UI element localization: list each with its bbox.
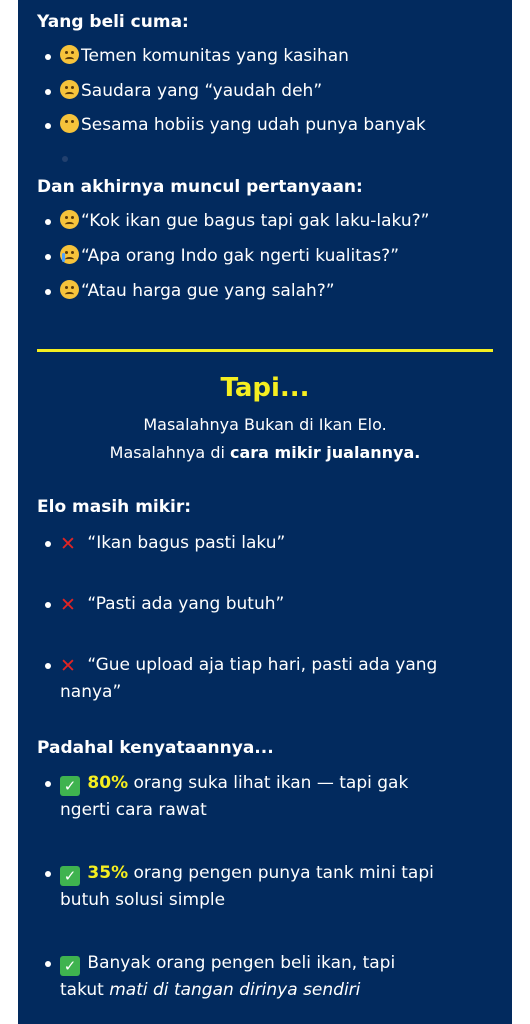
list-item-text: “Kok ikan gue bagus tapi gak laku-laku?” [81,211,430,231]
list-item-text: Temen komunitas yang kasihan [81,46,349,66]
list-item-text: “Gue upload aja tiap hari, pasti ada yang [82,655,438,675]
list-item-text-cont: ngerti cara rawat [60,800,207,820]
tapi-line-2-bold: cara mikir jualannya. [230,443,421,462]
list-item [60,112,426,139]
empty-bullet [62,156,68,162]
cross-mark-icon: ✕ [60,594,76,616]
list-item-text: Banyak orang pengen beli ikan, tapi [82,953,396,973]
tapi-line-1: Masalahnya Bukan di Ikan Elo. [143,415,387,434]
cross-mark-icon: ✕ [60,655,76,677]
cross-mark-icon: ✕ [60,533,76,555]
list-item [60,652,437,706]
tapi-line-2 [18,443,512,462]
tired-face-icon [60,45,79,64]
section-heading-questions: Dan akhirnya muncul pertanyaan: [37,177,363,197]
check-mark-icon: ✓ [60,776,80,796]
yawning-face-icon [60,210,79,229]
list-item [60,208,429,235]
list-item-text-cont: butuh solusi simple [60,890,226,910]
list-item-text-italic: mati di tangan dirinya sendiri [109,980,361,1000]
section-heading-buyers: Yang beli cuma: [37,12,189,32]
section-divider [37,349,493,352]
list-item-text: “Atau harga gue yang salah?” [81,281,335,301]
list-item [60,591,284,618]
check-mark-icon: ✓ [60,866,80,886]
check-mark-icon: ✓ [60,956,80,976]
section-heading-reality: Padahal kenyataannya... [37,738,274,758]
section-heading-mindset: Elo masih mikir: [37,497,192,517]
list-item [60,78,322,105]
crying-face-icon [60,245,79,264]
tapi-title: Tapi... [220,373,310,403]
list-item [60,770,408,824]
list-item [60,43,349,70]
list-item-text: Sesama hobiis yang udah punya banyak [81,115,426,135]
stat-highlight: 35% [87,863,129,883]
list-item-text: “Apa orang Indo gak ngerti kualitas?” [81,246,400,266]
list-item [60,530,285,557]
list-item [60,278,335,305]
eye-roll-face-icon [60,114,79,133]
list-item-text: “Pasti ada yang butuh” [82,594,285,614]
stat-highlight: 80% [87,773,129,793]
list-item [60,860,434,914]
list-item-text: orang pengen punya tank mini tapi [128,863,434,883]
list-item-text: Saudara yang “yaudah deh” [81,81,323,101]
disappointed-face-icon [60,280,79,299]
list-item [60,243,399,270]
content-panel [18,0,512,1024]
list-item-text-cont: takut [60,980,110,1000]
list-item-text: “Ikan bagus pasti laku” [82,533,286,553]
list-item-text-cont: nanya” [60,682,122,702]
list-item-text: orang suka lihat ikan — tapi gak [128,773,409,793]
list-item [60,950,395,1004]
sad-face-icon [60,80,79,99]
tapi-line-2-prefix: Masalahnya di [109,443,230,462]
